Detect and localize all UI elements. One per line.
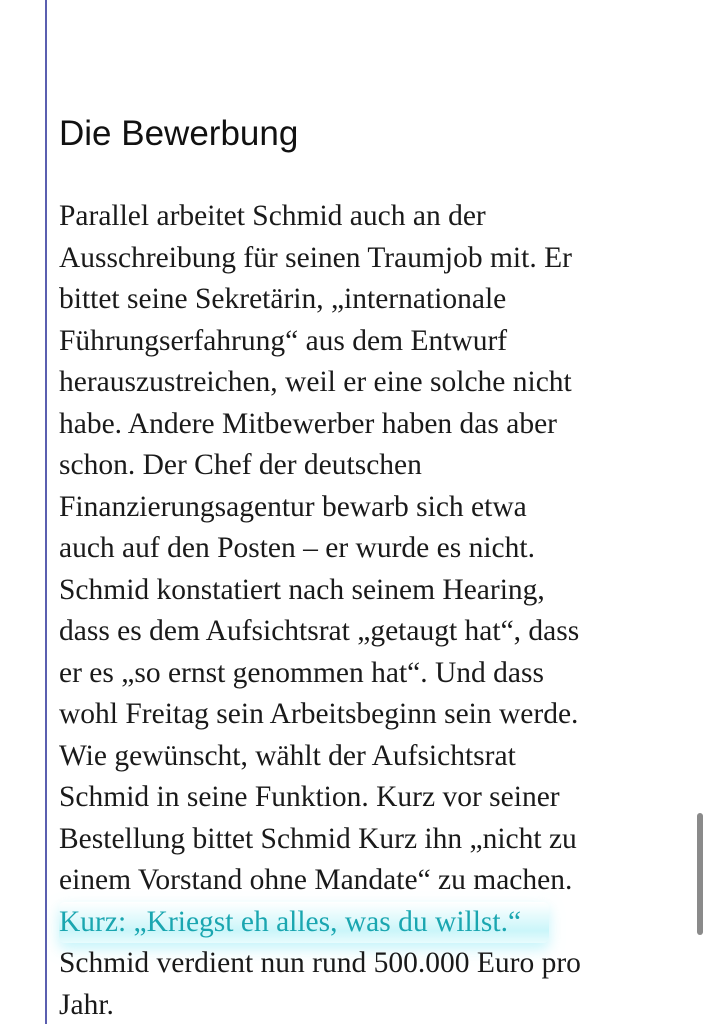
vertical-scrollbar-thumb[interactable] [697,813,703,935]
body-line: einem Vorstand ohne Mandate“ zu machen. [59,864,573,896]
body-line: herauszustreichen, weil er eine solche nicht [59,366,572,398]
body-line: dass es dem Aufsichtsrat „getaugt hat“, dass [59,615,580,647]
body-line: Führungserfahrung“ aus dem Entwurf [59,324,508,357]
body-line: bittet seine Sekretärin, „internationale [59,283,507,315]
body-line: Schmid verdient nun rund 500.000 Euro pro [59,947,581,979]
body-line: schon. Der Chef der deutschen [59,449,422,481]
body-line: habe. Andere Mitbewerber haben das aber [59,407,557,440]
section-heading: Die Bewerbung [59,114,299,153]
body-line: Parallel arbeitet Schmid auch an der [59,200,486,232]
left-margin-rule [45,0,47,1024]
body-line: Schmid in seine Funktion. Kurz vor seiner [59,781,560,813]
highlighted-quote: Kurz: „Kriegst eh alles, was du willst.“ [59,902,549,944]
body-line: Jahr. [59,988,114,1021]
body-line: Schmid konstatiert nach seinem Hearing, [59,573,545,606]
highlighted-quote-line [59,902,699,944]
body-line: auch auf den Posten – er wurde es nicht. [59,532,535,564]
body-line: Bestellung bittet Schmid Kurz ihn „nicht zu [59,822,577,855]
body-line: Ausschreibung für seinen Traumjob mit. Er [59,241,572,274]
body-line: Finanzierungsagentur bewarb sich etwa [59,490,527,523]
body-line: wohl Freitag sein Arbeitsbeginn sein werde. [59,698,579,730]
body-line: Wie gewünscht, wählt der Aufsichtsrat [59,739,516,772]
article-body [59,196,699,1024]
body-line: er es „so ernst genommen hat“. Und dass [59,656,544,689]
